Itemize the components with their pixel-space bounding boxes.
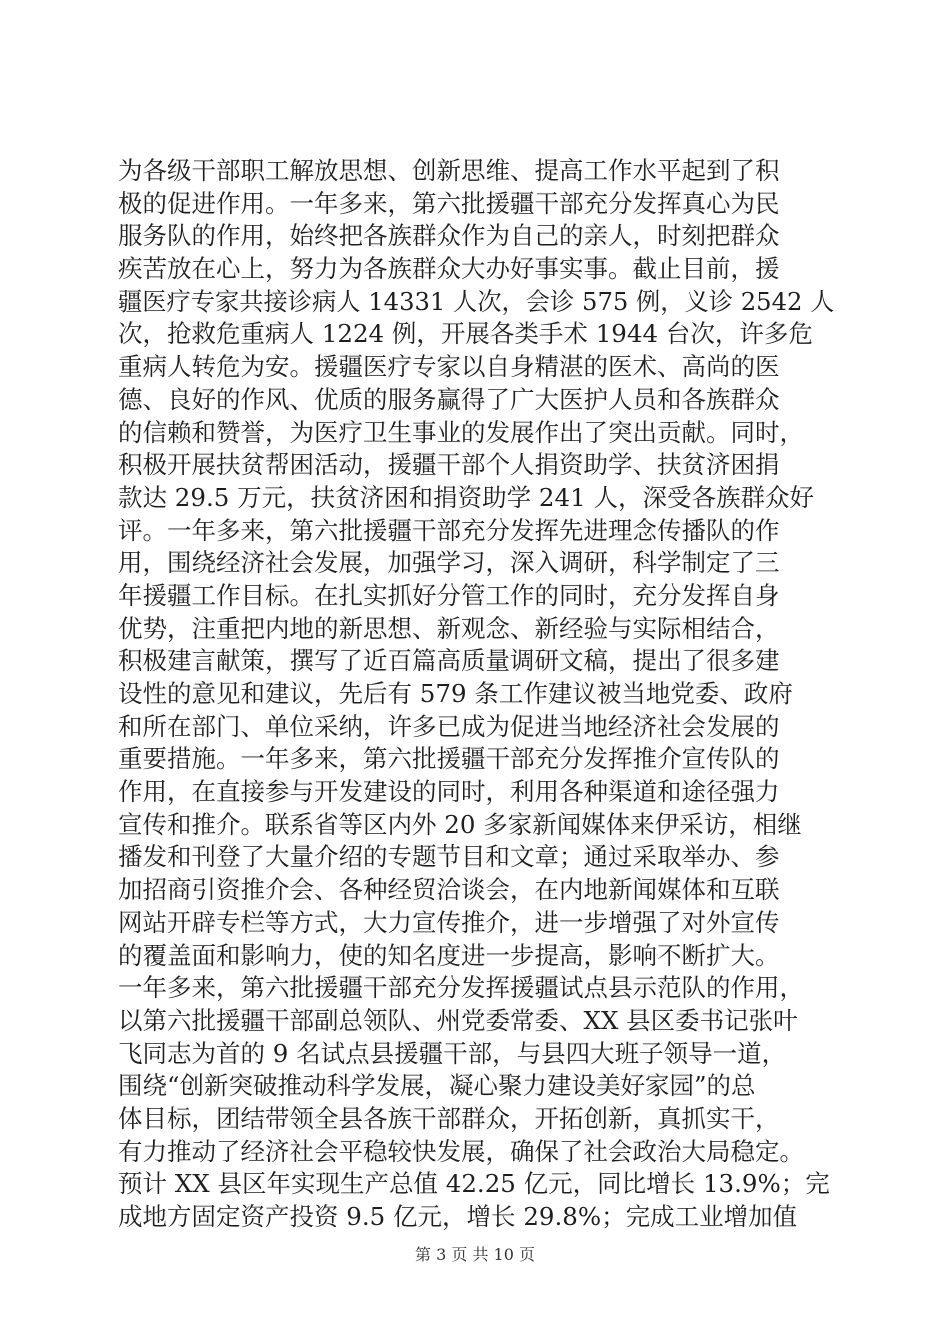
text-line: 德、良好的作风、优质的服务赢得了广大医护人员和各族群众 [118, 384, 780, 414]
text-line: 年援疆工作目标。在扎实抓好分管工作的同时，充分发挥自身 [118, 580, 780, 610]
text-line: 积极建言献策，撰写了近百篇高质量调研文稿，提出了很多建 [118, 646, 780, 676]
text-line: 次，抢救危重病人 1224 例，开展各类手术 1944 台次，许多危 [118, 319, 813, 349]
text-line: 优势，注重把内地的新思想、新观念、新经验与实际相结合， [118, 613, 780, 643]
text-line: 用，围绕经济社会发展，加强学习，深入调研，科学制定了三 [118, 548, 780, 578]
text-line: 评。一年多来，第六批援疆干部充分发挥先进理念传播队的作 [118, 515, 780, 545]
text-line: 疆医疗专家共接诊病人 14331 人次，会诊 575 例，义诊 2542 人 [118, 286, 835, 316]
text-line: 设性的意见和建议，先后有 579 条工作建议被当地党委、政府 [118, 679, 793, 708]
text-line: 款达 29.5 万元，扶贫济困和捐资助学 241 人，深受各族群众好 [118, 482, 814, 512]
text-line: 成地方固定资产投资 9.5 亿元，增长 29.8%；完成工业增加值 [118, 1202, 798, 1231]
body-text [118, 155, 838, 1234]
text-line: 宣传和推介。联系省等区内外 20 多家新闻媒体来伊采访，相继 [118, 809, 802, 839]
text-line: 作用，在直接参与开发建设的同时，利用各种渠道和途径强力 [118, 777, 780, 807]
text-line: 重要措施。一年多来，第六批援疆干部充分发挥推介宣传队的 [118, 744, 780, 774]
text-line: 飞同志为首的 9 名试点县援疆干部，与县四大班子领导一道， [118, 1038, 787, 1068]
text-line: 服务队的作用，始终把各族群众作为自己的亲人，时刻把群众 [118, 221, 780, 251]
text-line: 的信赖和赞誉，为医疗卫生事业的发展作出了突出贡献。同时， [118, 417, 804, 447]
text-line: 加招商引资推介会、各种经贸洽谈会，在内地新闻媒体和互联 [118, 875, 780, 905]
text-line: 围绕“创新突破推动科学发展，凝心聚力建设美好家园”的总 [118, 1071, 756, 1101]
page-footer: 第 3 页 共 10 页 [415, 1245, 535, 1264]
text-line: 体目标，团结带领全县各族干部群众，开拓创新，真抓实干， [118, 1103, 780, 1133]
text-line: 重病人转危为安。援疆医疗专家以自身精湛的医术、高尚的医 [118, 352, 780, 382]
text-line: 以第六批援疆干部副总领队、州党委常委、XX 县区委书记张叶 [118, 1005, 798, 1035]
text-line: 和所在部门、单位采纳，许多已成为促进当地经济社会发展的 [118, 711, 780, 741]
text-line: 一年多来，第六批援疆干部充分发挥援疆试点县示范队的作用， [118, 973, 804, 1003]
text-line: 网站开辟专栏等方式，大力宣传推介，进一步增强了对外宣传 [118, 907, 780, 937]
text-line: 预计 XX 县区年实现生产总值 42.25 亿元，同比增长 13.9%；完 [118, 1169, 830, 1199]
text-line: 疾苦放在心上，努力为各族群众大办好事实事。截止目前，援 [118, 254, 780, 284]
text-line: 的覆盖面和影响力，使的知名度进一步提高，影响不断扩大。 [118, 940, 780, 970]
text-line: 积极开展扶贫帮困活动，援疆干部个人捐资助学、扶贫济困捐 [118, 450, 780, 480]
text-line: 播发和刊登了大量介绍的专题节目和文章；通过采取举办、参 [118, 842, 780, 872]
text-line: 极的促进作用。一年多来，第六批援疆干部充分发挥真心为民 [118, 188, 780, 218]
text-line: 为各级干部职工解放思想、创新思维、提高工作水平起到了积 [118, 156, 780, 185]
text-line: 有力推动了经济社会平稳较快发展，确保了社会政治大局稳定。 [118, 1136, 804, 1166]
